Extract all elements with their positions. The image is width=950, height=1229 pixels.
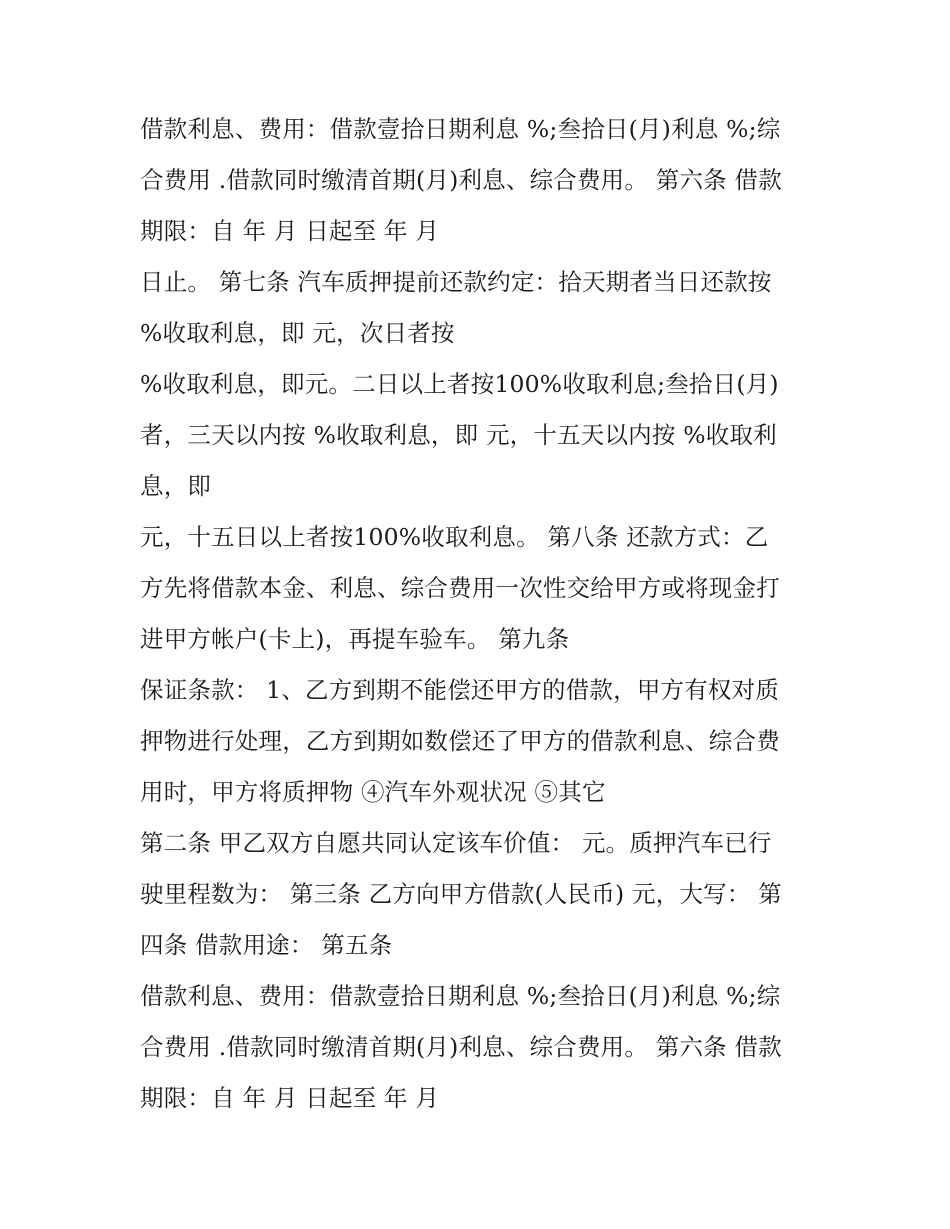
text-line: 进甲方帐户(卡上)，再提车验车。 第九条 [140, 625, 570, 653]
text-line: 用时，甲方将质押物 ④汽车外观状况 ⑤其它 [140, 778, 606, 806]
text-line: 者，三天以内按 %收取利息，即 元，十五天以内按 %收取利 [140, 421, 777, 449]
text-line: 保证条款： 1、乙方到期不能偿还甲方的借款，甲方有权对质 [140, 676, 780, 704]
document-body [140, 104, 820, 1124]
text-line: 方先将借款本金、利息、综合费用一次性交给甲方或将现金打 [140, 574, 780, 602]
text-line: 息，即 [140, 472, 212, 500]
text-line: 借款利息、费用：借款壹拾日期利息 %;叁拾日(月)利息 %;综 [140, 982, 781, 1010]
text-line: 驶里程数为： 第三条 乙方向甲方借款(人民币) 元，大写： 第 [140, 880, 782, 908]
text-line: 借款利息、费用：借款壹拾日期利息 %;叁拾日(月)利息 %;综 [140, 115, 781, 143]
text-line: 期限：自 年 月 日起至 年 月 [140, 217, 440, 245]
text-line: 日止。 第七条 汽车质押提前还款约定：拾天期者当日还款按 [140, 268, 772, 296]
text-line: 第二条 甲乙双方自愿共同认定该车价值： 元。质押汽车已行 [140, 829, 772, 857]
text-line: 元，十五日以上者按100%收取利息。 第八条 还款方式：乙 [140, 523, 769, 551]
text-line: %收取利息，即 元，次日者按 [140, 319, 455, 347]
text-line: 四条 借款用途： 第五条 [140, 931, 393, 959]
text-line: 合费用 .借款同时缴清首期(月)利息、综合费用。 第六条 借款 [140, 166, 782, 194]
text-line: %收取利息，即元。二日以上者按100%收取利息;叁拾日(月) [140, 370, 779, 398]
text-line: 押物进行处理，乙方到期如数偿还了甲方的借款利息、综合费 [140, 727, 780, 755]
text-line: 期限：自 年 月 日起至 年 月 [140, 1084, 440, 1112]
text-line: 合费用 .借款同时缴清首期(月)利息、综合费用。 第六条 借款 [140, 1033, 782, 1061]
